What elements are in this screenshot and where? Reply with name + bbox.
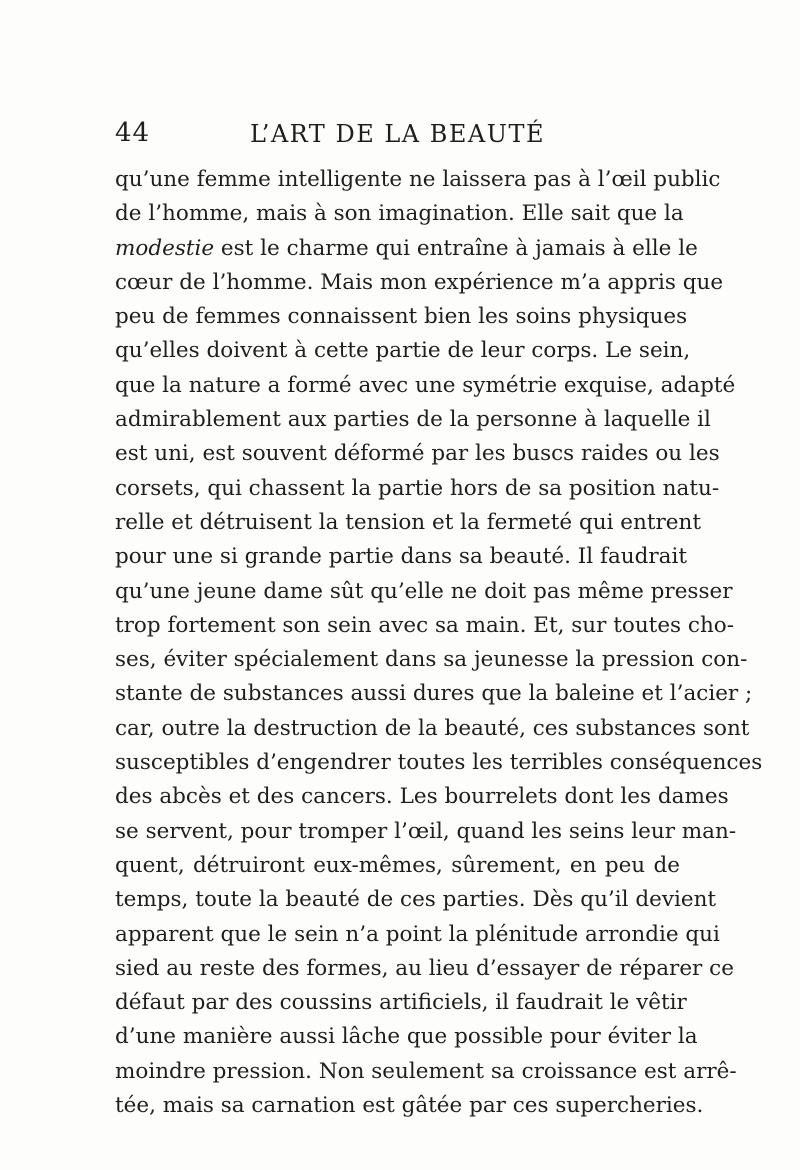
text-line: stante de substances aussi dures que la baleine et l’acier ;	[115, 681, 753, 707]
text-line: est uni, est souvent déformé par les buscs raides ou les	[115, 441, 720, 467]
text-line: trop fortement son sein avec sa main. Et, sur toutes cho-	[115, 612, 735, 638]
text-line: peu de femmes connaissent bien les soins physiques	[115, 304, 688, 330]
running-title: L’ART DE LA BEAUTÉ	[250, 120, 545, 148]
text-line: corsets, qui chassent la partie hors de sa position natu-	[115, 475, 720, 501]
text-fragment: est le charme qui entraîne à jamais à elle le	[214, 235, 698, 261]
text-line: susceptibles d’engendrer toutes les terribles conséquences	[115, 750, 763, 776]
text-line: qu’elles doivent à cette partie de leur corps. Le sein,	[115, 338, 691, 364]
text-line: défaut par des coussins artificiels, il faudrait le vêtir	[115, 990, 687, 1016]
text-line: d’une manière aussi lâche que possible pour éviter la	[115, 1024, 698, 1050]
italic-word: modestie	[115, 235, 215, 261]
page-header	[115, 118, 680, 158]
text-line	[115, 232, 698, 266]
body-text	[115, 163, 763, 1123]
page-number: 44	[115, 118, 151, 148]
text-line: ses, éviter spécialement dans sa jeunesse la pression con-	[115, 647, 748, 673]
text-line: apparent que le sein n’a point la plénitude arrondie qui	[115, 921, 720, 947]
text-line: se servent, pour tromper l’œil, quand les seins leur man-	[115, 818, 737, 844]
text-line: de l’homme, mais à son imagination. Elle sait que la	[115, 201, 684, 227]
text-line: quent, détruiront eux-mêmes, sûrement, en peu de	[115, 852, 680, 878]
text-line: relle et détruisent la tension et la fermeté qui entrent	[115, 509, 702, 535]
text-line: cœur de l’homme. Mais mon expérience m’a appris que	[115, 269, 724, 295]
text-line: tée, mais sa carnation est gâtée par ces supercheries.	[115, 1093, 704, 1119]
text-line: car, outre la destruction de la beauté, ces substances sont	[115, 715, 750, 741]
text-line: des abcès et des cancers. Les bourrelets dont les dames	[115, 784, 729, 810]
text-line: que la nature a formé avec une symétrie exquise, adapté	[115, 372, 736, 398]
text-line: qu’une femme intelligente ne laissera pas à l’œil public	[115, 167, 721, 192]
text-line: pour une si grande partie dans sa beauté. Il faudrait	[115, 544, 687, 570]
text-line: qu’une jeune dame sût qu’elle ne doit pas même presser	[115, 578, 733, 604]
text-line: sied au reste des formes, au lieu d’essayer de réparer ce	[115, 955, 734, 981]
text-line: moindre pression. Non seulement sa croissance est arrê-	[115, 1058, 737, 1084]
text-line: admirablement aux parties de la personne à laquelle il	[115, 407, 711, 433]
text-line: temps, toute la beauté de ces parties. Dès qu’il devient	[115, 887, 717, 913]
